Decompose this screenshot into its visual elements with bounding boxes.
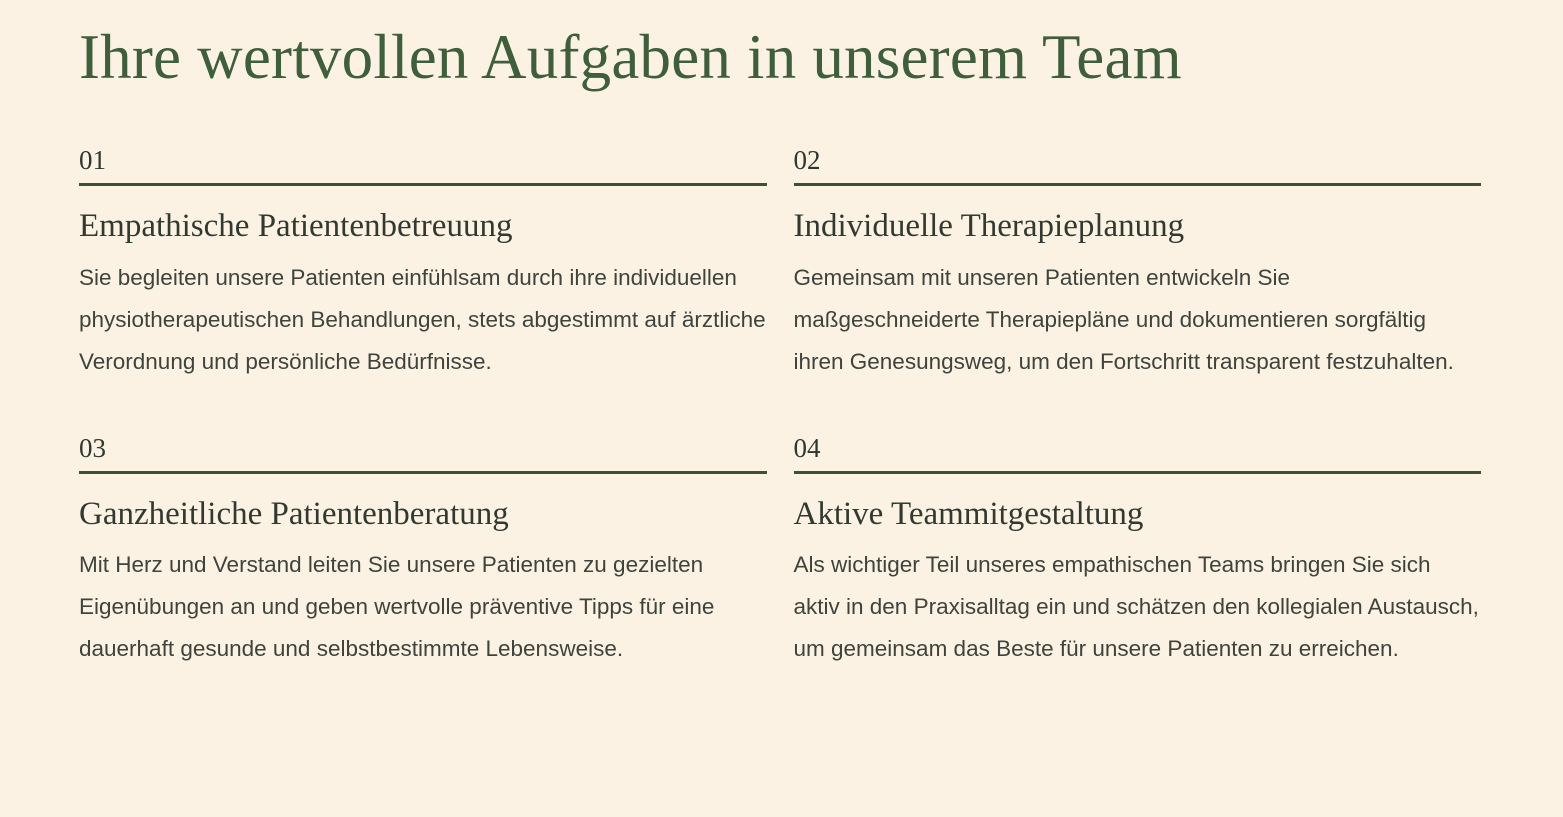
task-number: 01	[79, 145, 106, 176]
task-description: Gemeinsam mit unseren Patienten entwickeln Sie maßgeschneiderte Therapiepläne und dokumentieren sorgfältig ihren Genesungsweg, um den Fortschritt transparent festzuhalten.	[793, 264, 1454, 374]
task-card-01	[79, 147, 767, 383]
divider-line	[79, 183, 767, 186]
task-title: Individuelle Therapieplanung	[793, 208, 1185, 245]
task-title: Empathische Patientenbetreuung	[79, 208, 513, 245]
task-description: Als wichtiger Teil unseres empathischen Teams bringen Sie sich aktiv in den Praxisalltag ein und schätzen den kollegialen Austausch, um gemeinsam das Beste für unsere Patienten zu erreichen.	[793, 552, 1479, 662]
task-card-03	[79, 432, 767, 671]
tasks-grid	[79, 147, 1481, 670]
section-heading: Ihre wertvollen Aufgaben in unserem Team	[79, 22, 1182, 92]
task-description: Sie begleiten unsere Patienten einfühlsam durch ihre individuellen physiotherapeutischen Behandlungen, stets abgestimmt auf ärztliche Verordnung und persönliche Bedürfnisse.	[79, 264, 766, 374]
divider-line	[794, 183, 1482, 186]
task-description: Mit Herz und Verstand leiten Sie unsere Patienten zu gezielten Eigenübungen an und geben wertvolle präventive Tipps für eine dauerhaft gesunde und selbstbestimmte Lebensweise.	[79, 552, 715, 662]
task-number: 04	[793, 432, 821, 463]
task-title: Aktive Teammitgestaltung	[793, 495, 1144, 532]
task-card-02	[794, 147, 1482, 383]
task-title: Ganzheitliche Patientenberatung	[79, 495, 509, 532]
task-number: 02	[793, 145, 821, 176]
divider-line	[794, 471, 1482, 474]
task-card-04	[793, 432, 1482, 671]
task-number: 03	[79, 432, 106, 463]
divider-line	[79, 471, 767, 474]
